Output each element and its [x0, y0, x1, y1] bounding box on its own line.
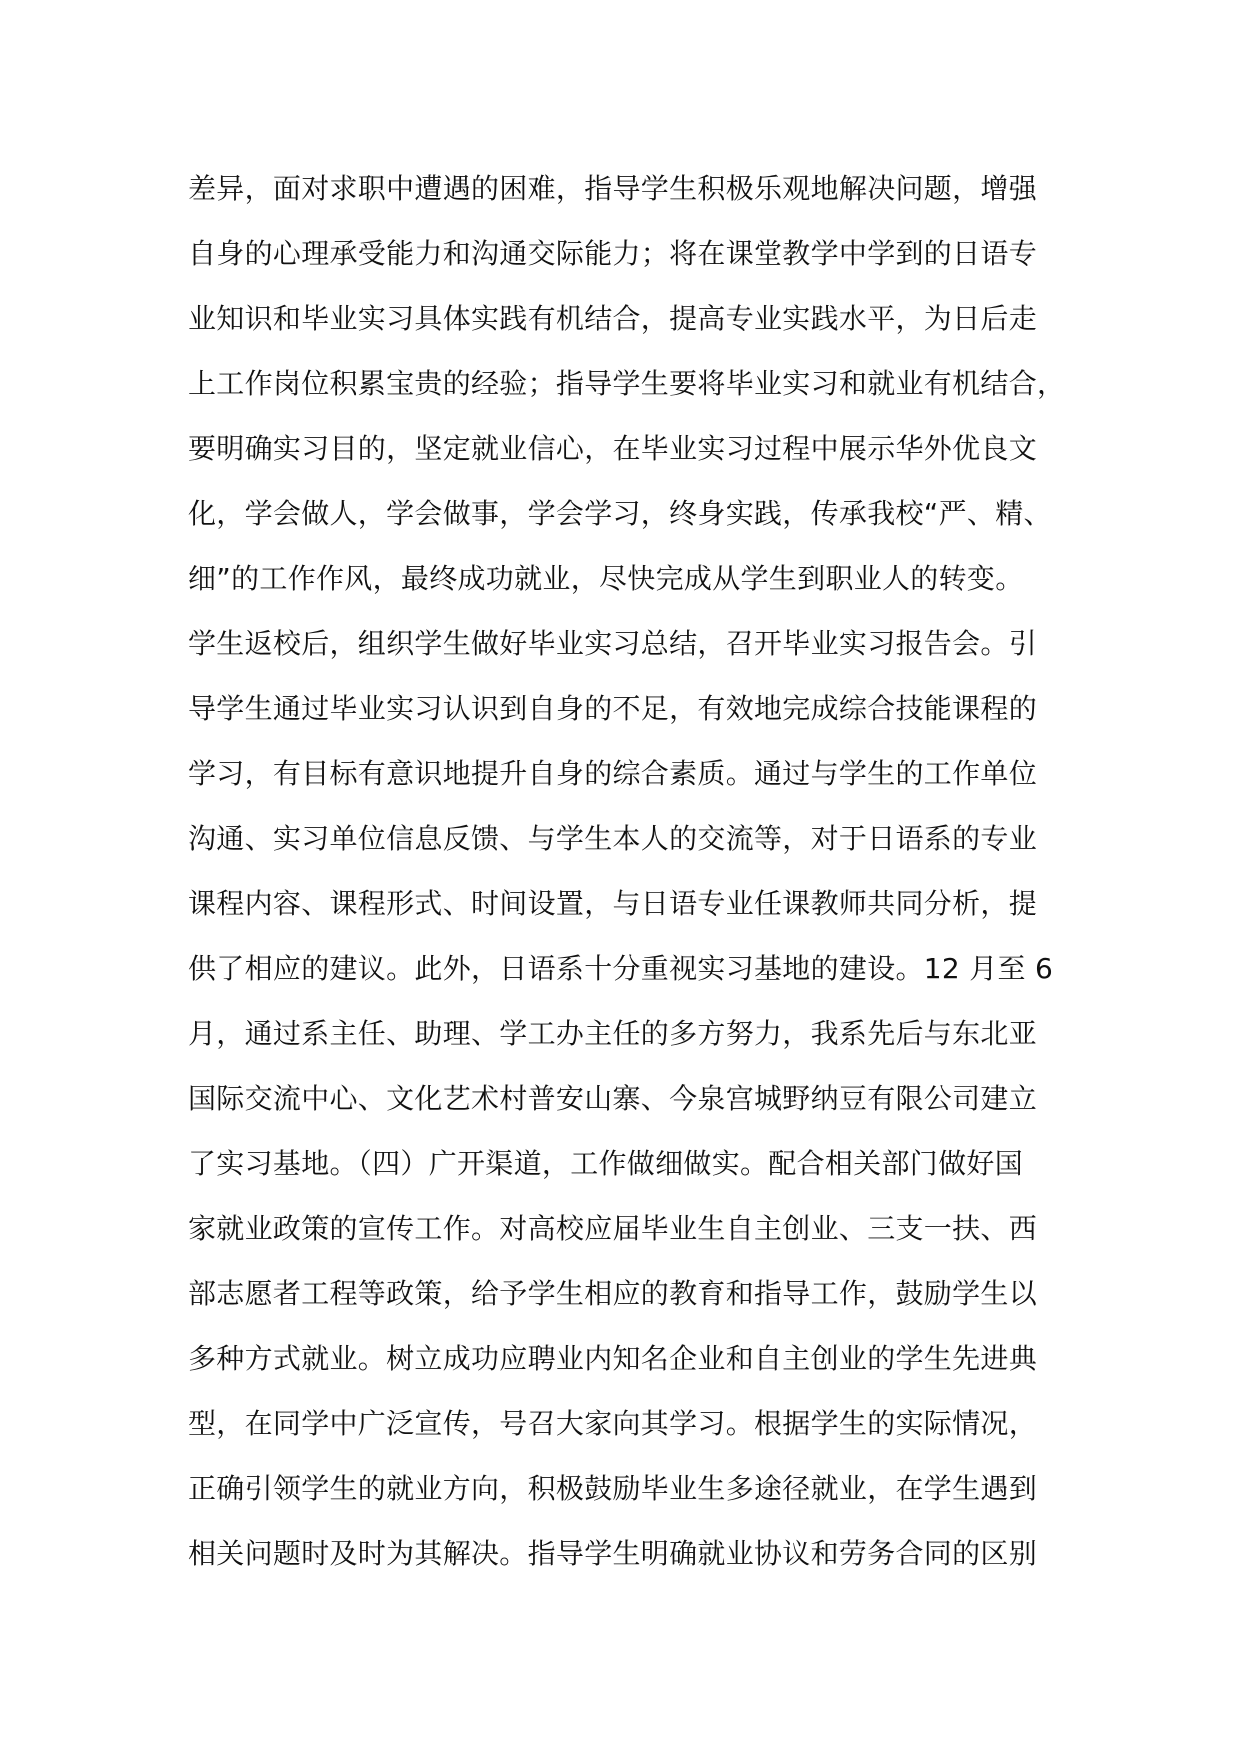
body-text [188, 156, 1068, 1586]
text-line: 正确引领学生的就业方向，积极鼓励毕业生多途径就业，在学生遇到 [188, 1472, 1038, 1505]
text-line: 要明确实习目的，坚定就业信心，在毕业实习过程中展示华外优良文 [188, 432, 1038, 465]
text-line: 家就业政策的宣传工作。对高校应届毕业生自主创业、三支一扶、西 [188, 1212, 1038, 1245]
text-line: 差异，面对求职中遭遇的困难，指导学生积极乐观地解决问题，增强 [188, 172, 1038, 205]
text-line: 自身的心理承受能力和沟通交际能力；将在课堂教学中学到的日语专 [188, 237, 1038, 270]
text-line: 相关问题时及时为其解决。指导学生明确就业协议和劳务合同的区别 [188, 1537, 1038, 1570]
text-line: 化，学会做人，学会做事，学会学习，终身实践，传承我校“严、精、 [188, 497, 1052, 530]
text-line: 业知识和毕业实习具体实践有机结合，提高专业实践水平，为日后走 [188, 302, 1038, 335]
text-line: 部志愿者工程等政策，给予学生相应的教育和指导工作，鼓励学生以 [188, 1277, 1038, 1310]
text-line: 供了相应的建议。此外，日语系十分重视实习基地的建设。12 月至 6 [188, 952, 1054, 985]
text-line: 月，通过系主任、助理、学工办主任的多方努力，我系先后与东北亚 [188, 1017, 1038, 1050]
text-line: 细”的工作作风，最终成功就业，尽快完成从学生到职业人的转变。 [188, 562, 1024, 595]
text-line: 学生返校后，组织学生做好毕业实习总结，召开毕业实习报告会。引 [188, 627, 1038, 660]
text-line: 型，在同学中广泛宣传，号召大家向其学习。根据学生的实际情况， [188, 1407, 1038, 1440]
text-line: 导学生通过毕业实习认识到自身的不足，有效地完成综合技能课程的 [188, 692, 1038, 725]
text-line: 多种方式就业。树立成功应聘业内知名企业和自主创业的学生先进典 [188, 1342, 1038, 1375]
text-line: 上工作岗位积累宝贵的经验；指导学生要将毕业实习和就业有机结合， [188, 367, 1066, 400]
text-line: 国际交流中心、文化艺术村普安山寨、今泉宫城野纳豆有限公司建立 [188, 1082, 1038, 1115]
text-line: 沟通、实习单位信息反馈、与学生本人的交流等，对于日语系的专业 [188, 822, 1038, 855]
text-line: 学习，有目标有意识地提升自身的综合素质。通过与学生的工作单位 [188, 757, 1038, 790]
text-line: 了实习基地。（四）广开渠道，工作做细做实。配合相关部门做好国 [188, 1147, 1024, 1180]
text-line: 课程内容、课程形式、时间设置，与日语专业任课教师共同分析，提 [188, 887, 1038, 920]
